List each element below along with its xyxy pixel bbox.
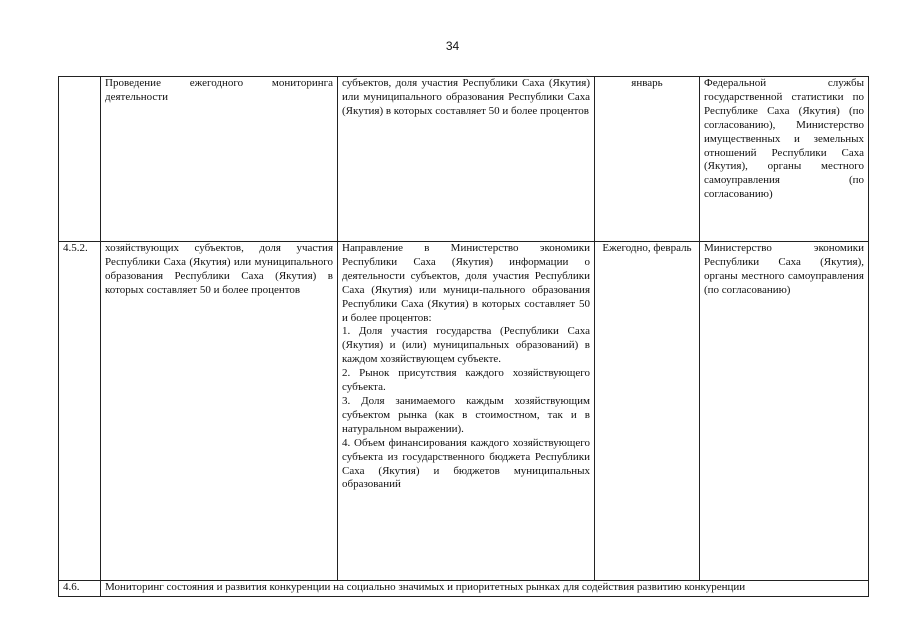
result-text: субъектов, доля участия Республики Саха (Якутия) или муниципального образования Республики Саха (Якутия) в которых составляет 50 и более процентов — [342, 77, 590, 117]
event-text: хозяйствующих субъектов, доля участия Республики Саха (Якутия) или муниципального образования Республики Саха (Якутия) в которых составляет 50 и более процентов — [105, 242, 333, 296]
result-item: 4. Объем финансирования каждого хозяйствующего субъекта из государственного бюджета Республики Саха (Якутия) и бюджетов муниципальных образований — [342, 436, 590, 491]
section-title-cell — [101, 581, 869, 597]
section-title: Мониторинг состояния и развития конкуренции на социально значимых и приоритетных рынках для содействия развитию конкуренции — [105, 581, 746, 593]
result-text: Направление в Министерство экономики Республики Саха (Якутия) информации о деятельности субъектов, доля участия Республики Саха (Якутия) или муници-пального образования Республики Саха (Якутия) в которых составляет 50 и более процентов: — [342, 242, 590, 324]
result-item: 3. Доля занимаемого каждым хозяйствующим субъектом рынка (как в стоимостном, так и в натуральном выражении). — [342, 394, 590, 435]
table-row — [59, 581, 869, 597]
responsible-cell — [700, 242, 869, 581]
page-number: 34 — [445, 39, 460, 53]
deadline-text: январь — [631, 77, 663, 89]
deadline-cell — [595, 77, 700, 242]
plan-table — [58, 76, 869, 597]
row-number-cell — [59, 242, 101, 581]
event-cell — [101, 242, 338, 581]
responsible-text: Министерство экономики Республики Саха (Якутия), органы местного самоуправления (по согласованию) — [704, 242, 864, 296]
result-item: 1. Доля участия государства (Республики Саха (Якутия) и (или) муниципальных образований) в каждом хозяйствующем субъекте. — [342, 325, 590, 366]
row-number: 4.5.2. — [63, 242, 88, 254]
responsible-text: Федеральной службы государственной статистики по Республике Саха (Якутия) (по согласованию), Министерство имущественных и земельных отношений Республики Саха (Якутия), органы местного самоуправления (по согласованию) — [704, 77, 864, 201]
result-cell — [338, 77, 595, 242]
deadline-cell — [595, 242, 700, 581]
table-row — [59, 77, 869, 242]
row-number-cell — [59, 77, 101, 242]
table-row — [59, 242, 869, 581]
deadline-text: Ежегодно, февраль — [602, 242, 692, 254]
row-number-cell — [59, 581, 101, 597]
result-item: 2. Рынок присутствия каждого хозяйствующего субъекта. — [342, 367, 590, 394]
responsible-cell — [700, 77, 869, 242]
event-cell — [101, 77, 338, 242]
row-number: 4.6. — [63, 581, 80, 593]
result-cell — [338, 242, 595, 581]
event-text: Проведение ежегодного мониторинга деятельности — [105, 77, 333, 103]
